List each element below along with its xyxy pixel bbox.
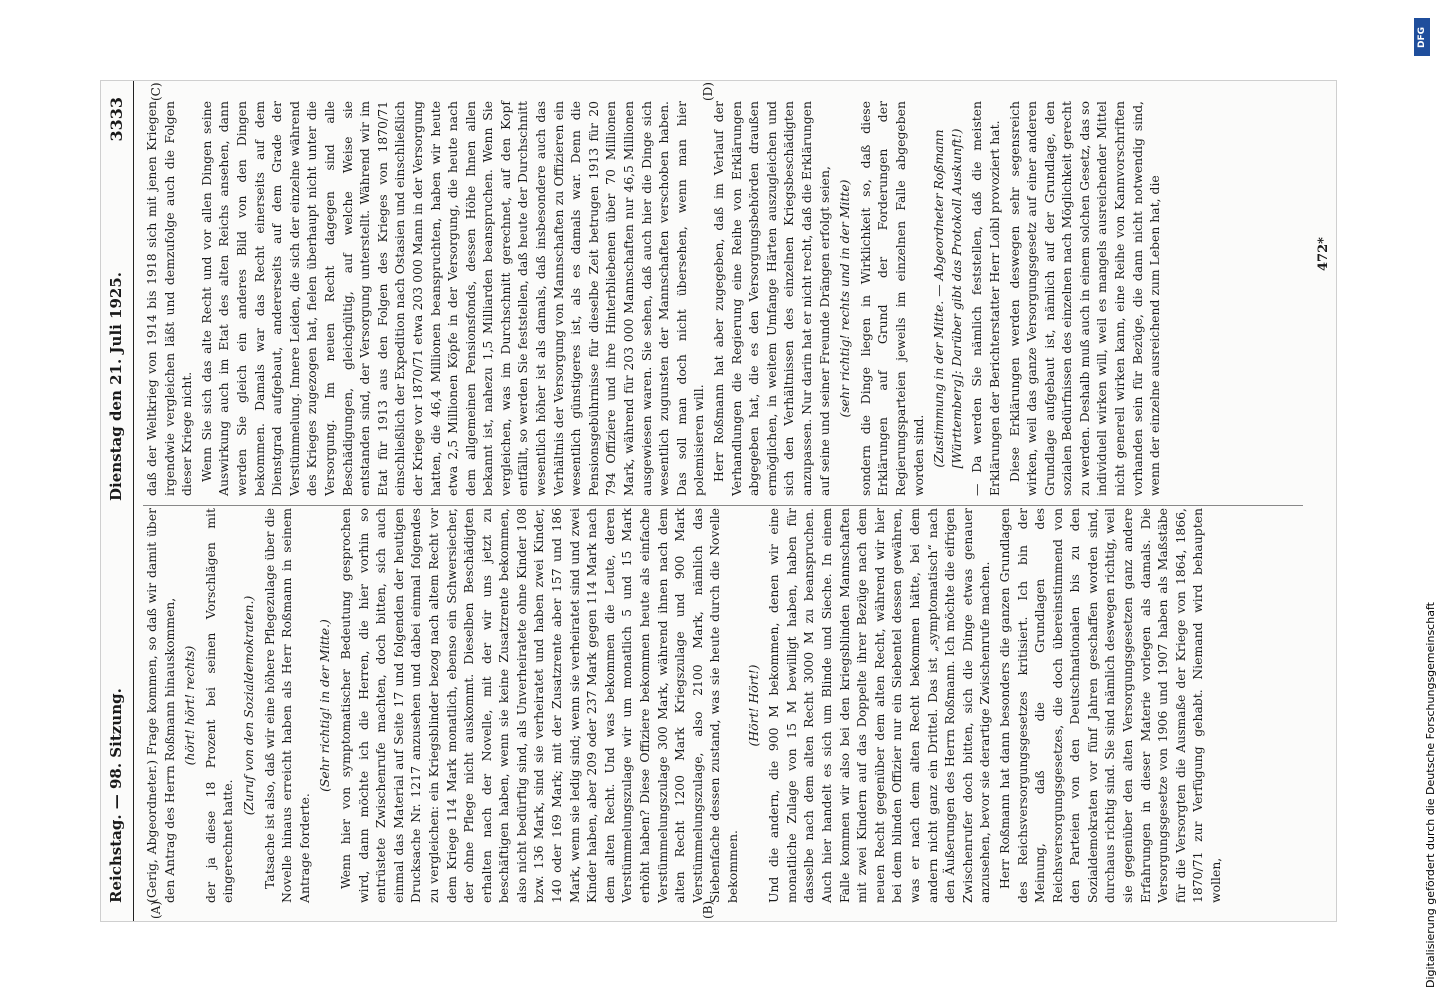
signature-number: 472* bbox=[1316, 237, 1331, 271]
paragraph: — Da werden Sie nämlich feststellen, daß die meisten Erklärungen der Berichterstatter Herr Loibl provoziert hat. bbox=[969, 101, 1002, 496]
rotated-content bbox=[101, 81, 1336, 921]
paragraph: Herr Roßmann hat aber zugegeben, daß im Verlauf der Verhandlungen die Regierung eine Reihe von Erklärungen abgegeben hat, die es den Versorgungsbehörden draußen ermöglichen, in weitem Umfange Härten auszugleichen und sich den Verhältnissen des einzelnen Kriegsbeschädigten anzupassen. Nur darin hat er nicht recht, daß die Erklärungen auf seine und seiner Freunde Drängen erfolgt seien, bbox=[711, 101, 832, 496]
page-number: 3333 bbox=[107, 97, 126, 142]
margin-mark-a: (A) bbox=[149, 900, 163, 919]
paragraph: (Gerig, Abgeordneter.) Frage kommen, so daß wir damit über den Antrag des Herrn Roßmann hinauskommen, bbox=[144, 508, 177, 903]
paragraph: Und die andern, die 900 M bekommen, denen wir eine monatliche Zulage von 15 M bewilligt haben, haben für dasselbe nach dem alten Recht 3000 M zu beanspruchen. Auch hier handelt es sich um Blinde und Sieche. In einem Falle kommen wir also bei den kriegsblinden Mannschaften mit zwei Kindern auf das Doppelte ihrer Bezüge nach dem neuen Recht gegenüber dem alten Recht, während wir hier bei dem blinden Offizier nur ein Siebentel dessen gewähren, was er nach dem alten Recht bekommen hätte, bei dem andern nicht ganz ein Drittel. Das ist „symptomatisch“ nach den Äußerungen des Herrn Roßmann. Ich möchte die eifrigen Zwischenrufer doch bitten, sich die Dinge etwas genauer anzusehen, bevor sie derartige Zwischenrufe machen. bbox=[766, 508, 993, 903]
column-divider bbox=[143, 505, 1303, 506]
dfg-logo: DFG bbox=[1414, 18, 1430, 56]
paragraph: sondern die Dinge liegen in Wirklichkeit so, daß diese Erklärungen auf Grund der Forderungen der Regierungsparteien jeweils im einzelnen Falle abgegeben worden sind. bbox=[857, 101, 926, 496]
paragraph: Tatsache ist also, daß wir eine höhere Pflegezulage über die Novelle hinaus erreicht haben als Herr Roßmann in seinem Antrage forderte. bbox=[261, 508, 312, 903]
paragraph: Wenn hier von symptomatischer Bedeutung gesprochen wird, dann möchte ich die Herren, die hier vorhin so entrüstete Zwischenrufe machten, doch bitten, sich auch einmal das Material auf Seite 17 und folgenden der heutigen Drucksache Nr. 1217 anzusehen und dabei einmal folgendes zu vergleichen: ein Kriegsblinder bezog nach altem Recht vor dem Kriege 114 Mark monatlich, ebenso ein Schwersiecher, der ohne Pflege nicht auskommt. Dieselben Beschädigten erhalten nach der Novelle, mit der wir uns jetzt zu beschäftigen haben, wenn sie keine Zusatzrente bekommen, also nicht bedürftig sind, als Unverheiratete ohne Kinder 108 bzw. 136 Mark, sind sie verheiratet und haben zwei Kinder, 140 oder 169 Mark; mit der Zusatzrente aber 157 und 186 Mark, wenn sie ledig sind; wenn sie verheiratet sind und zwei Kinder haben, aber 209 oder 237 Mark gegen 114 Mark nach dem alten Recht. Und was bekommen die Leute, deren Verstümmelungszulage wir um monatlich 5 und 15 Mark erhöht haben? Diese Offiziere bekommen heute als einfache Verstümmelungszulage 300 Mark, während ihnen nach dem alten Recht 1200 Mark Kriegszulage und 900 Mark Verstümmelungszulage, also 2100 Mark, nämlich das Siebenfache dessen zustand, was sie heute durch die Novelle bekommen. bbox=[337, 508, 740, 903]
dfg-credit-text: Digitalisierung gefördert durch die Deutsche Forschungsgemeinschaft bbox=[1424, 602, 1437, 988]
paragraph: Diese Erklärungen werden deswegen sehr segensreich wirken, weil das ganze Versorgungsgesetz auf einer anderen Grundlage aufgebaut ist, nämlich auf der Grundlage, den sozialen Bedürfnissen des einzelnen nach Möglichkeit gerecht zu werden. Deshalb muß auch in einem solchen Gesetz, das so individuell wirken will, weil es mangels ausreichender Mittel nicht generell wirken kann, eine Reihe von Kannvorschriften vorhanden sein für Bezüge, die dann nicht notwendig sind, wenn der einzelne ausreichend zum Leben hat, die bbox=[1006, 101, 1163, 496]
interjection: (sehr richtig! rechts und in der Mitte) bbox=[837, 179, 853, 418]
margin-mark-b: (B) bbox=[701, 900, 715, 919]
interjection: (Hört! Hört!) bbox=[745, 664, 761, 747]
interjection: (Zuruf von den Sozialdemokraten.) bbox=[240, 595, 256, 816]
interjection: (hört! hört! rechts) bbox=[182, 645, 198, 766]
interjection: (Sehr richtig! in der Mitte.) bbox=[317, 619, 333, 792]
paragraph: Herr Roßmann hat dann besonders die ganzen Grundlagen des Reichsversorgungsgesetzes kritisiert. Ich bin der Meinung, daß die Grundlagen des Reichsversorgungsgesetzes, die doch übereinstimmend von den Parteien von den Deutschnationalen bis zu den Sozialdemokraten vor fünf Jahren geschaffen worden sind, durchaus richtig sind. Sie sind nämlich deswegen richtig, weil sie gegenüber den alten Versorgungsgesetzen ganz andere Erfahrungen in dieser Materie vorlegen als damals. Die Versorgungsgesetze von 1906 und 1907 haben als Maßstäbe für die Versorgten die Ausmaße der Kriege von 1864, 1866, 1870/71 zur Verfügung gehabt. Niemand wird behaupten wollen, bbox=[996, 508, 1224, 903]
margin-mark-c: (C) bbox=[149, 82, 163, 101]
text-column-right bbox=[143, 101, 1313, 496]
paragraph: Wenn Sie sich das alte Recht und vor allen Dingen seine Auswirkung auch im Etat des alten Reichs ansehen, dann werden Sie gleich ein anderes Bild von den Dingen bekommen. Damals war das Recht einerseits auf dem Dienstgrad aufgebaut, andererseits auf dem Grade der Verstümmelung. Innere Leiden, die sich der einzelne während des Krieges zugezogen hat, fielen überhaupt nicht unter die Versorgung. Im neuen Recht dagegen sind alle Beschädigungen, gleichgültig, auf welche Weise sie entstanden sind, der Versorgung unterstellt. Während wir im Etat für 1913 aus den Folgen des Krieges von 1870/71 einschließlich der Expedition nach Ostasien und einschließlich der Kriege vor 1870/71 etwa 203 000 Mann in der Versorgung hatten, die 46,4 Millionen beanspruchten, haben wir heute etwa 2,5 Millionen Köpfe in der Versorgung, die heute nach dem allgemeinen Pensionsfonds, dessen Höhe Ihnen allen bekannt ist, nahezu 1,5 Milliarden beanspruchen. Wenn Sie vergleichen, was im Durchschnitt gerechnet, auf den Kopf entfällt, so werden Sie feststellen, daß heute der Durchschnitt wesentlich höher ist als damals, daß insbesondere auch das Verhältnis der Versorgung von Mannschaften zu Offizieren ein wesentlich günstigeres ist, als es damals war. Denn die Pensionsgebührnisse für dieselbe Zeit betrugen 1913 für 20 794 Offiziere und ihre Hinterbliebenen über 70 Millionen Mark, während für 203 000 Mannschaften nur 46,5 Millionen ausgewiesen waren. Sie sehen, daß auch hier die Dinge sich wesentlich zugunsten der Mannschaften verschoben haben. Das soll man doch nicht übersehen, wenn man hier polemisieren will. bbox=[198, 101, 707, 496]
scanned-page bbox=[100, 80, 1337, 922]
header-left: Reichstag. — 98. Sitzung. bbox=[107, 688, 125, 903]
running-header bbox=[101, 81, 134, 921]
interjection: (Zustimmung in der Mitte. — Abgeordneter Roßmann [Württemberg]: Darüber gibt das Protokoll Auskunft!) bbox=[931, 128, 964, 469]
paragraph: daß der Weltkrieg von 1914 bis 1918 sich mit jenen Kriegen irgendwie vergleichen läßt und demzufolge auch die Folgen dieser Kriege nicht. bbox=[144, 101, 195, 496]
margin-mark-d: (D) bbox=[701, 82, 715, 101]
paragraph: der ja diese 18 Prozent bei seinen Vorschlägen mit eingerechnet hatte. bbox=[202, 508, 236, 903]
dfg-sidebar bbox=[1400, 8, 1437, 993]
header-date: Dienstag den 21. Juli 1925. bbox=[107, 271, 125, 501]
text-column-left bbox=[143, 508, 1313, 903]
